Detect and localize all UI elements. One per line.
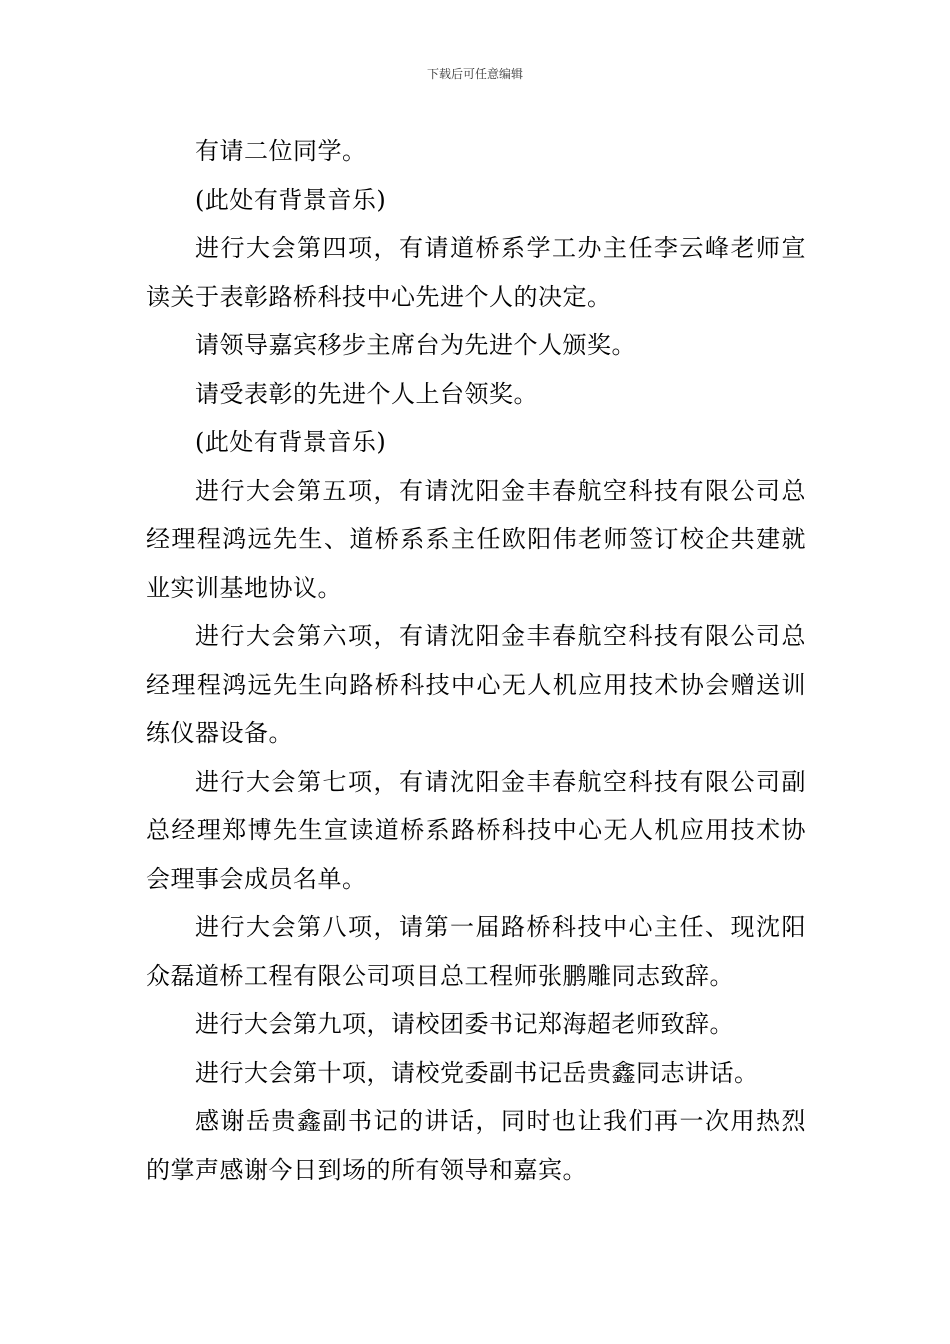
paragraph: 进行大会第九项，请校团委书记郑海超老师致辞。 bbox=[195, 1010, 734, 1038]
document-body bbox=[146, 127, 806, 1194]
paragraph: (此处有背景音乐) bbox=[195, 428, 387, 456]
paragraph: 有请二位同学。 bbox=[195, 137, 367, 165]
paragraph: 请领导嘉宾移步主席台为先进个人颁奖。 bbox=[195, 331, 636, 359]
paragraph: (此处有背景音乐) bbox=[195, 185, 387, 214]
paragraph: 进行大会第八项，请第一届路桥科技中心主任、现沈阳众磊道桥工程有限公司项目总工程师张鹏雕同志致辞。 bbox=[146, 913, 806, 990]
paragraph: 进行大会第十项，请校党委副书记岳贵鑫同志讲话。 bbox=[195, 1058, 759, 1087]
page-header: 下载后可任意编辑 bbox=[426, 67, 523, 81]
paragraph: 进行大会第四项，有请道桥系学工办主任李云峰老师宣读关于表彰路桥科技中心先进个人的决定。 bbox=[146, 234, 806, 311]
paragraph: 进行大会第七项，有请沈阳金丰春航空科技有限公司副总经理郑博先生宣读道桥系路桥科技中心无人机应用技术协会理事会成员名单。 bbox=[146, 767, 806, 893]
paragraph: 请受表彰的先进个人上台领奖。 bbox=[195, 379, 538, 408]
paragraph: 进行大会第五项，有请沈阳金丰春航空科技有限公司总经理程鸿远先生、道桥系系主任欧阳伟老师签订校企共建就业实训基地协议。 bbox=[146, 476, 806, 602]
paragraph: 感谢岳贵鑫副书记的讲话，同时也让我们再一次用热烈的掌声感谢今日到场的所有领导和嘉宾。 bbox=[146, 1107, 806, 1184]
paragraph: 进行大会第六项，有请沈阳金丰春航空科技有限公司总经理程鸿远先生向路桥科技中心无人机应用技术协会赠送训练仪器设备。 bbox=[146, 622, 806, 747]
